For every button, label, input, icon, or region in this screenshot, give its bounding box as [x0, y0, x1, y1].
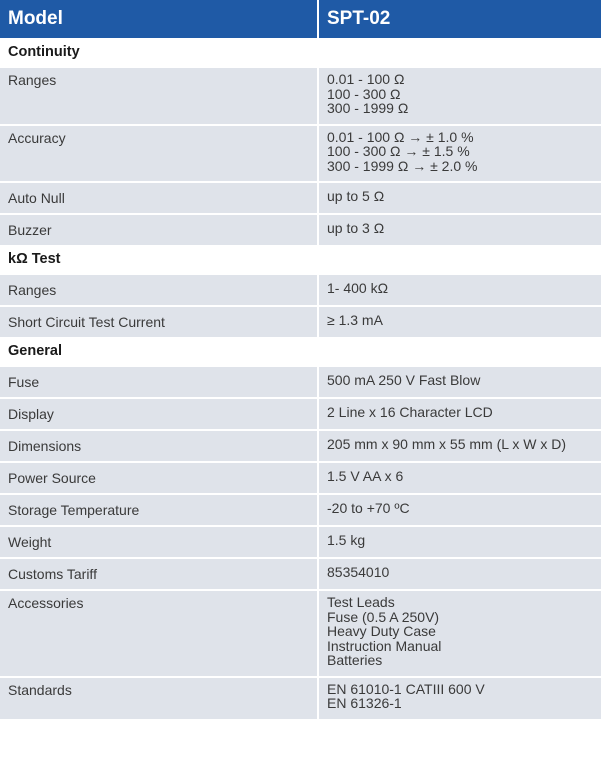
spec-value [318, 558, 601, 590]
model-value: SPT-02 [318, 0, 601, 38]
spec-label: Accuracy [0, 125, 318, 183]
spec-label: Auto Null [0, 182, 318, 214]
spec-label: Buzzer [0, 214, 318, 245]
section-title: Continuity [0, 38, 601, 67]
spec-row [0, 494, 601, 526]
spec-value-line: 0.01 - 100 Ω [327, 71, 405, 87]
spec-row [0, 214, 601, 245]
spec-value [318, 398, 601, 430]
spec-value-line: 300 - 1999 Ω → ± 2.0 % [327, 157, 478, 174]
spec-label: Display [0, 398, 318, 430]
model-label: Model [0, 0, 318, 38]
spec-label: Storage Temperature [0, 494, 318, 526]
spec-row [0, 306, 601, 337]
spec-value [318, 274, 601, 306]
section-title: kΩ Test [0, 245, 601, 274]
spec-value-line: 100 - 300 Ω [327, 85, 401, 102]
spec-row [0, 274, 601, 306]
spec-label: Ranges [0, 274, 318, 306]
spec-value [318, 125, 601, 183]
spec-value-line: Test Leads [327, 594, 395, 610]
spec-row [0, 677, 601, 719]
spec-value [318, 462, 601, 494]
spec-value-line: Batteries [327, 652, 383, 668]
spec-value-line: Heavy Duty Case [327, 623, 436, 639]
spec-value-line: Fuse (0.5 A 250V) [327, 608, 440, 625]
section-title: General [0, 337, 601, 366]
spec-value-line: up to 5 Ω [327, 188, 385, 204]
section-header [0, 245, 601, 274]
section-header [0, 38, 601, 67]
spec-value-line: EN 61010-1 CATIII 600 V [327, 680, 485, 697]
spec-row [0, 558, 601, 590]
spec-row [0, 366, 601, 398]
spec-value [318, 214, 601, 245]
spec-value [318, 677, 601, 719]
spec-label: Short Circuit Test Current [0, 306, 318, 337]
spec-row [0, 462, 601, 494]
spec-label: Weight [0, 526, 318, 558]
spec-value-line: 205 mm x 90 mm x 55 mm (L x W x D) [327, 436, 567, 452]
spec-value-line: 0.01 - 100 Ω → ± 1.0 % [327, 128, 474, 145]
spec-value [318, 430, 601, 462]
spec-value-line: 1.5 V AA x 6 [327, 468, 404, 484]
spec-row [0, 430, 601, 462]
spec-value-line: 1- 400 kΩ [327, 280, 389, 296]
spec-value-line: EN 61326-1 [327, 695, 402, 711]
spec-label: Standards [0, 677, 318, 719]
spec-label: Customs Tariff [0, 558, 318, 590]
spec-label: Accessories [0, 590, 318, 677]
spec-value [318, 526, 601, 558]
spec-value [318, 306, 601, 337]
spec-value-line: 100 - 300 Ω → ± 1.5 % [327, 143, 470, 159]
spec-label: Ranges [0, 67, 318, 125]
spec-row [0, 182, 601, 214]
spec-value [318, 494, 601, 526]
table-header-row [0, 0, 601, 38]
spec-value-line: 300 - 1999 Ω [327, 100, 409, 116]
spec-row [0, 590, 601, 677]
spec-value-line: up to 3 Ω [327, 220, 385, 236]
spec-value [318, 366, 601, 398]
spec-row [0, 398, 601, 430]
spec-value-line: -20 to +70 ºC [327, 500, 410, 516]
spec-value [318, 182, 601, 214]
spec-value [318, 67, 601, 125]
spec-value-line: 500 mA 250 V Fast Blow [327, 372, 481, 388]
spec-value-line: 1.5 kg [327, 532, 366, 548]
spec-value-line: ≥ 1.3 mA [327, 312, 383, 328]
spec-value-line: 85354010 [327, 564, 390, 580]
spec-value-line: Instruction Manual [327, 637, 442, 654]
spec-row [0, 125, 601, 183]
spec-label: Dimensions [0, 430, 318, 462]
section-header [0, 337, 601, 366]
spec-value-line: 2 Line x 16 Character LCD [327, 404, 493, 420]
spec-label: Power Source [0, 462, 318, 494]
spec-row [0, 67, 601, 125]
spec-value [318, 590, 601, 677]
spec-row [0, 526, 601, 558]
spec-label: Fuse [0, 366, 318, 398]
